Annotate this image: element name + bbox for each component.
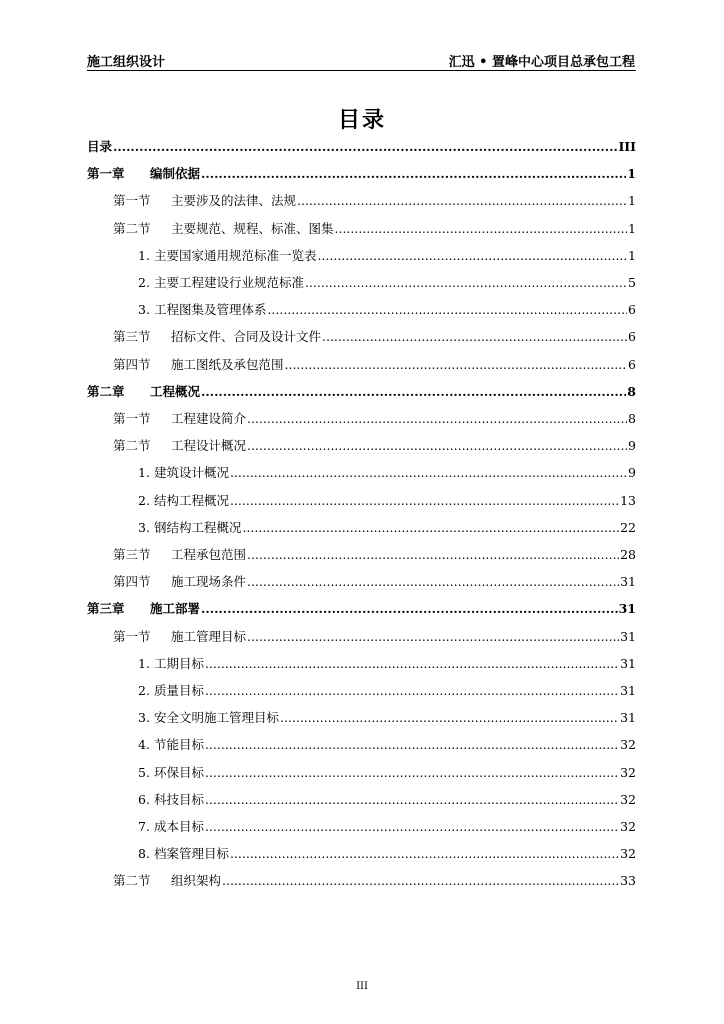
page-title: 目录 [337, 108, 386, 133]
toc-entry[interactable] [138, 518, 636, 538]
toc-entry-page: 6 [628, 356, 636, 372]
toc-entry[interactable] [113, 355, 636, 375]
toc-entry-number: 3. [138, 519, 150, 535]
toc-entry[interactable] [138, 491, 636, 511]
toc-entry[interactable] [138, 708, 636, 728]
toc-entry-page: 32 [620, 791, 636, 807]
toc-entry[interactable] [113, 871, 636, 891]
toc-entry-page: 1 [628, 193, 636, 209]
toc-entry-number: 第二节 [113, 220, 151, 236]
header-left-title: 施工组织设计 [87, 55, 166, 70]
toc-entry-title: 施工现场条件 [171, 574, 247, 590]
toc-entry-title: 安全文明施工管理目标 [153, 710, 279, 726]
toc-entry-page: 32 [620, 764, 636, 780]
toc-entry-page: 5 [628, 275, 636, 290]
toc-entry-number: 1. [138, 465, 150, 481]
toc-entry-number: 第三节 [113, 329, 151, 345]
toc-entry-title: 科技目标 [153, 791, 204, 807]
toc-entry-page: 1 [627, 166, 636, 182]
toc-entry[interactable] [138, 844, 636, 864]
header-right-title: 汇迅 • 置峰中心项目总承包工程 [448, 55, 635, 70]
toc-dot-leader [230, 493, 619, 508]
page-header [87, 51, 635, 69]
toc-entry[interactable] [87, 164, 636, 184]
toc-entry[interactable] [87, 382, 636, 402]
toc-entry-title: 节能目标 [153, 737, 204, 753]
toc-dot-leader [305, 275, 627, 290]
toc-entry[interactable] [113, 436, 636, 456]
toc-entry-page: 8 [628, 411, 636, 426]
toc-entry-page: 6 [628, 329, 636, 345]
toc-entry-number: 第一节 [113, 628, 151, 644]
toc-entry[interactable] [138, 735, 636, 755]
toc-dot-leader [247, 438, 627, 453]
toc-entry[interactable] [113, 191, 636, 211]
toc-dot-leader [285, 357, 628, 372]
toc-entry-title: 施工图纸及承包范围 [171, 356, 284, 372]
toc-entry[interactable] [138, 681, 636, 701]
toc-entry-title: 施工管理目标 [171, 628, 247, 644]
toc-entry-number: 2. [138, 275, 150, 290]
toc-entry-number: 2. [138, 683, 150, 698]
toc-entry-title: 施工部署 [150, 601, 201, 617]
toc-entry-page: 32 [620, 819, 636, 834]
toc-entry-page: 13 [620, 492, 636, 508]
toc-entry-title: 档案管理目标 [153, 846, 229, 862]
toc-entry[interactable] [138, 300, 636, 320]
toc-dot-leader [322, 329, 627, 344]
toc-entry-title: 编制依据 [150, 166, 201, 182]
toc-entry-title: 工程图集及管理体系 [153, 302, 267, 318]
toc-entry-page: 33 [620, 873, 636, 889]
toc-dot-leader [205, 819, 619, 834]
toc-entry-number: 第一章 [87, 166, 125, 182]
toc-entry-page: III [618, 139, 636, 154]
toc-dot-leader [297, 193, 627, 208]
toc-dot-leader [205, 683, 619, 698]
toc-entry-title: 成本目标 [153, 819, 204, 834]
toc-entry-page: 31 [620, 574, 636, 590]
toc-entry[interactable] [138, 246, 636, 266]
toc-entry-number: 第一节 [113, 411, 151, 426]
toc-entry[interactable] [113, 572, 636, 592]
toc-entry-title: 主要工程建设行业规范标准 [153, 275, 304, 290]
toc-entry-number: 第四节 [113, 356, 151, 372]
toc-entry[interactable] [138, 790, 636, 810]
toc-dot-leader [205, 737, 619, 752]
toc-dot-leader [267, 302, 627, 317]
toc-dot-leader [205, 792, 619, 807]
header-rule [87, 70, 636, 71]
toc-entry-number: 1. [138, 247, 150, 263]
toc-dot-leader [317, 248, 627, 263]
toc-entry-number: 第二节 [113, 438, 151, 454]
toc-entry-number: 3. [138, 302, 150, 318]
toc-dot-leader [205, 656, 619, 671]
toc-dot-leader [230, 465, 627, 480]
toc-dot-leader [205, 765, 619, 780]
toc-entry[interactable] [113, 327, 636, 347]
toc-entry-page: 28 [620, 547, 636, 562]
toc-entry[interactable] [87, 137, 636, 157]
toc-entry[interactable] [113, 545, 636, 565]
toc-entry-title: 环保目标 [153, 764, 204, 780]
toc-dot-leader [201, 384, 626, 399]
toc-entry-number: 第一节 [113, 193, 151, 209]
toc-entry[interactable] [138, 463, 636, 483]
toc-entry-number: 8. [138, 846, 150, 862]
toc-entry-title: 招标文件、合同及设计文件 [171, 329, 322, 345]
toc-entry[interactable] [138, 763, 636, 783]
toc-entry-number: 3. [138, 710, 150, 726]
toc-entry-page: 32 [620, 846, 636, 862]
toc-entry-number: 6. [138, 791, 150, 807]
toc-entry-title: 建筑设计概况 [153, 465, 229, 481]
toc-entry-title: 结构工程概况 [153, 492, 229, 508]
toc-entry-page: 31 [618, 601, 636, 617]
toc-dot-leader [280, 710, 619, 725]
toc-entry-page: 1 [628, 220, 636, 236]
toc-entry-number: 第四节 [113, 574, 151, 590]
toc-entry-page: 6 [628, 302, 636, 318]
toc-entry-number: 2. [138, 492, 150, 508]
toc-dot-leader [247, 411, 627, 426]
toc-entry-page: 9 [628, 438, 636, 454]
toc-entry-number: 第三节 [113, 547, 151, 562]
toc-entry-title: 工期目标 [153, 655, 204, 671]
toc-entry-page: 31 [620, 655, 636, 671]
toc-entry-page: 22 [620, 519, 636, 535]
toc-entry-title: 组织架构 [171, 873, 222, 889]
toc-dot-leader [201, 166, 626, 181]
toc-entry-page: 31 [620, 628, 636, 644]
toc-entry-page: 31 [620, 683, 636, 698]
toc-dot-leader [247, 629, 619, 644]
toc-dot-leader [335, 221, 628, 236]
toc-entry-title: 目录 [87, 139, 113, 154]
toc-entry[interactable] [113, 627, 636, 647]
toc-dot-leader [113, 139, 617, 154]
toc-entry-page: 31 [620, 710, 636, 726]
toc-entry[interactable] [113, 219, 636, 239]
toc-entry[interactable] [138, 654, 636, 674]
toc-entry-title: 工程承包范围 [171, 547, 247, 562]
toc-entry[interactable] [138, 273, 636, 293]
toc-entry-title: 主要规范、规程、标准、图集 [171, 220, 334, 236]
toc-entry-page: 9 [628, 465, 636, 481]
toc-entry-number: 1. [138, 655, 150, 671]
toc-dot-leader [230, 846, 619, 861]
toc-entry[interactable] [113, 409, 636, 429]
toc-entry-number: 第二节 [113, 873, 151, 889]
toc-dot-leader [222, 873, 619, 888]
page-footer-number: III [356, 981, 368, 992]
toc-entry-page: 32 [620, 737, 636, 753]
toc-entry-title: 工程建设简介 [171, 411, 247, 426]
toc-entry-title: 钢结构工程概况 [153, 519, 242, 535]
toc-dot-leader [247, 574, 619, 589]
toc-entry-number: 7. [138, 819, 150, 834]
toc-entry-number: 5. [138, 764, 150, 780]
toc-entry-title: 主要涉及的法律、法规 [171, 193, 297, 209]
toc-dot-leader [201, 601, 618, 616]
toc-entry-title: 主要国家通用规范标准一览表 [153, 247, 317, 263]
toc-entry-number: 第三章 [87, 601, 125, 617]
toc-entry-page: 1 [628, 247, 636, 263]
toc-entry-number: 4. [138, 737, 150, 753]
toc-entry-page: 8 [627, 383, 636, 399]
toc-entry[interactable] [138, 817, 636, 837]
toc-entry-title: 工程概况 [150, 383, 201, 399]
toc-dot-leader [247, 547, 619, 562]
toc-dot-leader [242, 520, 619, 535]
toc-entry[interactable] [87, 599, 636, 619]
toc-entry-title: 质量目标 [153, 683, 204, 698]
toc-entry-title: 工程设计概况 [171, 438, 247, 454]
toc-entry-number: 第二章 [87, 383, 125, 399]
